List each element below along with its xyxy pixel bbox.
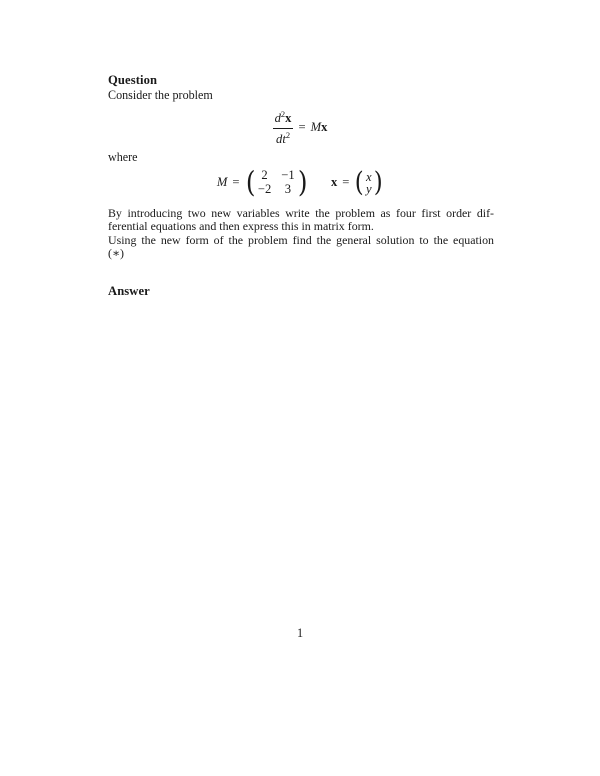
symbol-dt: dt — [276, 131, 286, 146]
exponent-2: 2 — [285, 129, 291, 140]
fraction-denominator — [276, 129, 290, 147]
vector-x-bold: x — [330, 175, 338, 190]
vector-xy — [365, 171, 373, 195]
body-line-4: (∗) — [108, 246, 125, 261]
rhs-Mx — [311, 120, 328, 135]
left-paren: ( — [355, 166, 365, 198]
body-line-2: ferential equations and then express this in matrix form. — [108, 219, 374, 234]
equals-sign: = — [298, 120, 306, 135]
symbol-M: M — [216, 175, 228, 190]
matrix-cell-10: −2 — [257, 181, 272, 196]
equation-definitions — [0, 165, 600, 199]
right-paren: ) — [373, 166, 383, 198]
question-heading: Question — [108, 73, 158, 87]
vector-cell-1: y — [365, 181, 372, 196]
matrix-cell-00: 2 — [261, 168, 268, 183]
vector-x-bold: x — [321, 120, 328, 135]
question-body — [108, 207, 494, 261]
where-text: where — [108, 150, 138, 164]
exponent-2: 2 — [280, 109, 286, 119]
vector-x-bold: x — [285, 111, 292, 126]
equation-ode — [0, 109, 600, 147]
equals-sign: = — [342, 175, 350, 190]
vector-cell-0: x — [365, 169, 372, 184]
left-paren: ( — [245, 165, 255, 199]
right-paren: ) — [297, 165, 308, 199]
matrix-cell-11: 3 — [284, 181, 292, 196]
body-line-3: Using the new form of the problem find the general solution to the equation — [108, 232, 494, 247]
matrix-M — [256, 169, 297, 196]
symbol-M: M — [310, 120, 322, 135]
matrix-cell-01: −1 — [281, 168, 295, 183]
body-line-1: By introducing two new variables write the problem as four first order dif- — [108, 206, 494, 220]
page-number: 1 — [296, 626, 304, 640]
equals-sign: = — [232, 175, 240, 190]
answer-heading: Answer — [108, 284, 150, 298]
symbol-d: d — [274, 111, 281, 126]
fraction-numerator — [273, 109, 294, 129]
intro-text: Consider the problem — [108, 88, 213, 102]
fraction-d2x-dt2 — [273, 109, 294, 147]
